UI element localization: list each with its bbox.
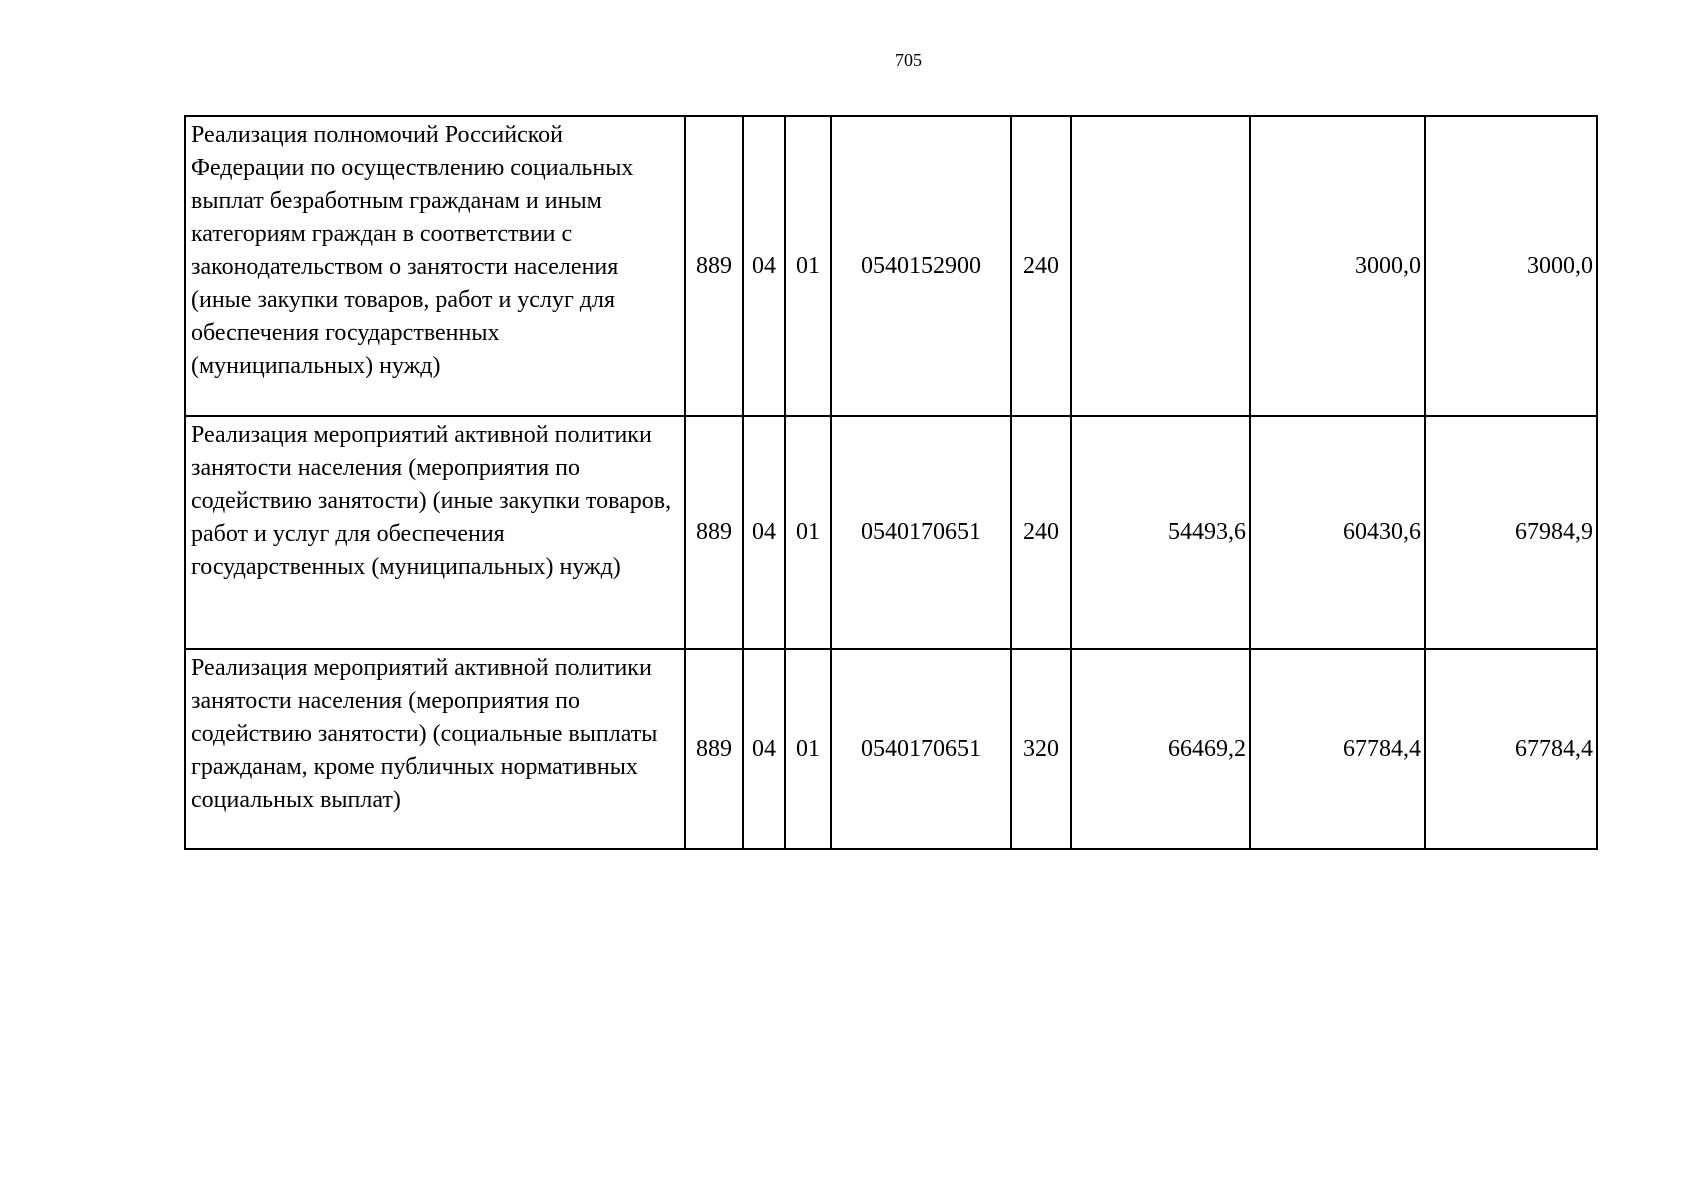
expense-type-code: 240 xyxy=(1011,116,1071,416)
amount-1 xyxy=(1071,116,1250,416)
row-description: Реализация мероприятий активной политики занятости населения (мероприятия по содействию занятости) (иные закупки товаров, работ и услуг для обеспечения государственных (муниципальных) нужд) xyxy=(185,416,685,649)
section-code: 04 xyxy=(743,116,785,416)
expense-type-code: 240 xyxy=(1011,416,1071,649)
target-article-code: 0540152900 xyxy=(831,116,1011,416)
target-article-code: 0540170651 xyxy=(831,416,1011,649)
amount-3: 67784,4 xyxy=(1425,649,1597,849)
table-row xyxy=(185,649,1597,849)
subsection-code: 01 xyxy=(785,416,831,649)
amount-1: 66469,2 xyxy=(1071,649,1250,849)
table-row xyxy=(185,416,1597,649)
subsection-code: 01 xyxy=(785,649,831,849)
amount-2: 60430,6 xyxy=(1250,416,1425,649)
amount-3: 3000,0 xyxy=(1425,116,1597,416)
amount-1: 54493,6 xyxy=(1071,416,1250,649)
subsection-code: 01 xyxy=(785,116,831,416)
budget-table xyxy=(184,115,1598,850)
row-description: Реализация полномочий Российской Федерации по осуществлению социальных выплат безработным гражданам и иным категориям граждан в соответствии с законодательством о занятости населения (иные закупки товаров, работ и услуг для обеспечения государственных (муниципальных) нужд) xyxy=(185,116,685,416)
expense-type-code: 320 xyxy=(1011,649,1071,849)
ministry-code: 889 xyxy=(685,416,743,649)
ministry-code: 889 xyxy=(685,649,743,849)
row-description: Реализация мероприятий активной политики занятости населения (мероприятия по содействию занятости) (социальные выплаты гражданам, кроме публичных нормативных социальных выплат) xyxy=(185,649,685,849)
amount-2: 3000,0 xyxy=(1250,116,1425,416)
amount-3: 67984,9 xyxy=(1425,416,1597,649)
page-number: 705 xyxy=(895,50,922,70)
amount-2: 67784,4 xyxy=(1250,649,1425,849)
target-article-code: 0540170651 xyxy=(831,649,1011,849)
table-row xyxy=(185,116,1597,416)
section-code: 04 xyxy=(743,416,785,649)
ministry-code: 889 xyxy=(685,116,743,416)
section-code: 04 xyxy=(743,649,785,849)
